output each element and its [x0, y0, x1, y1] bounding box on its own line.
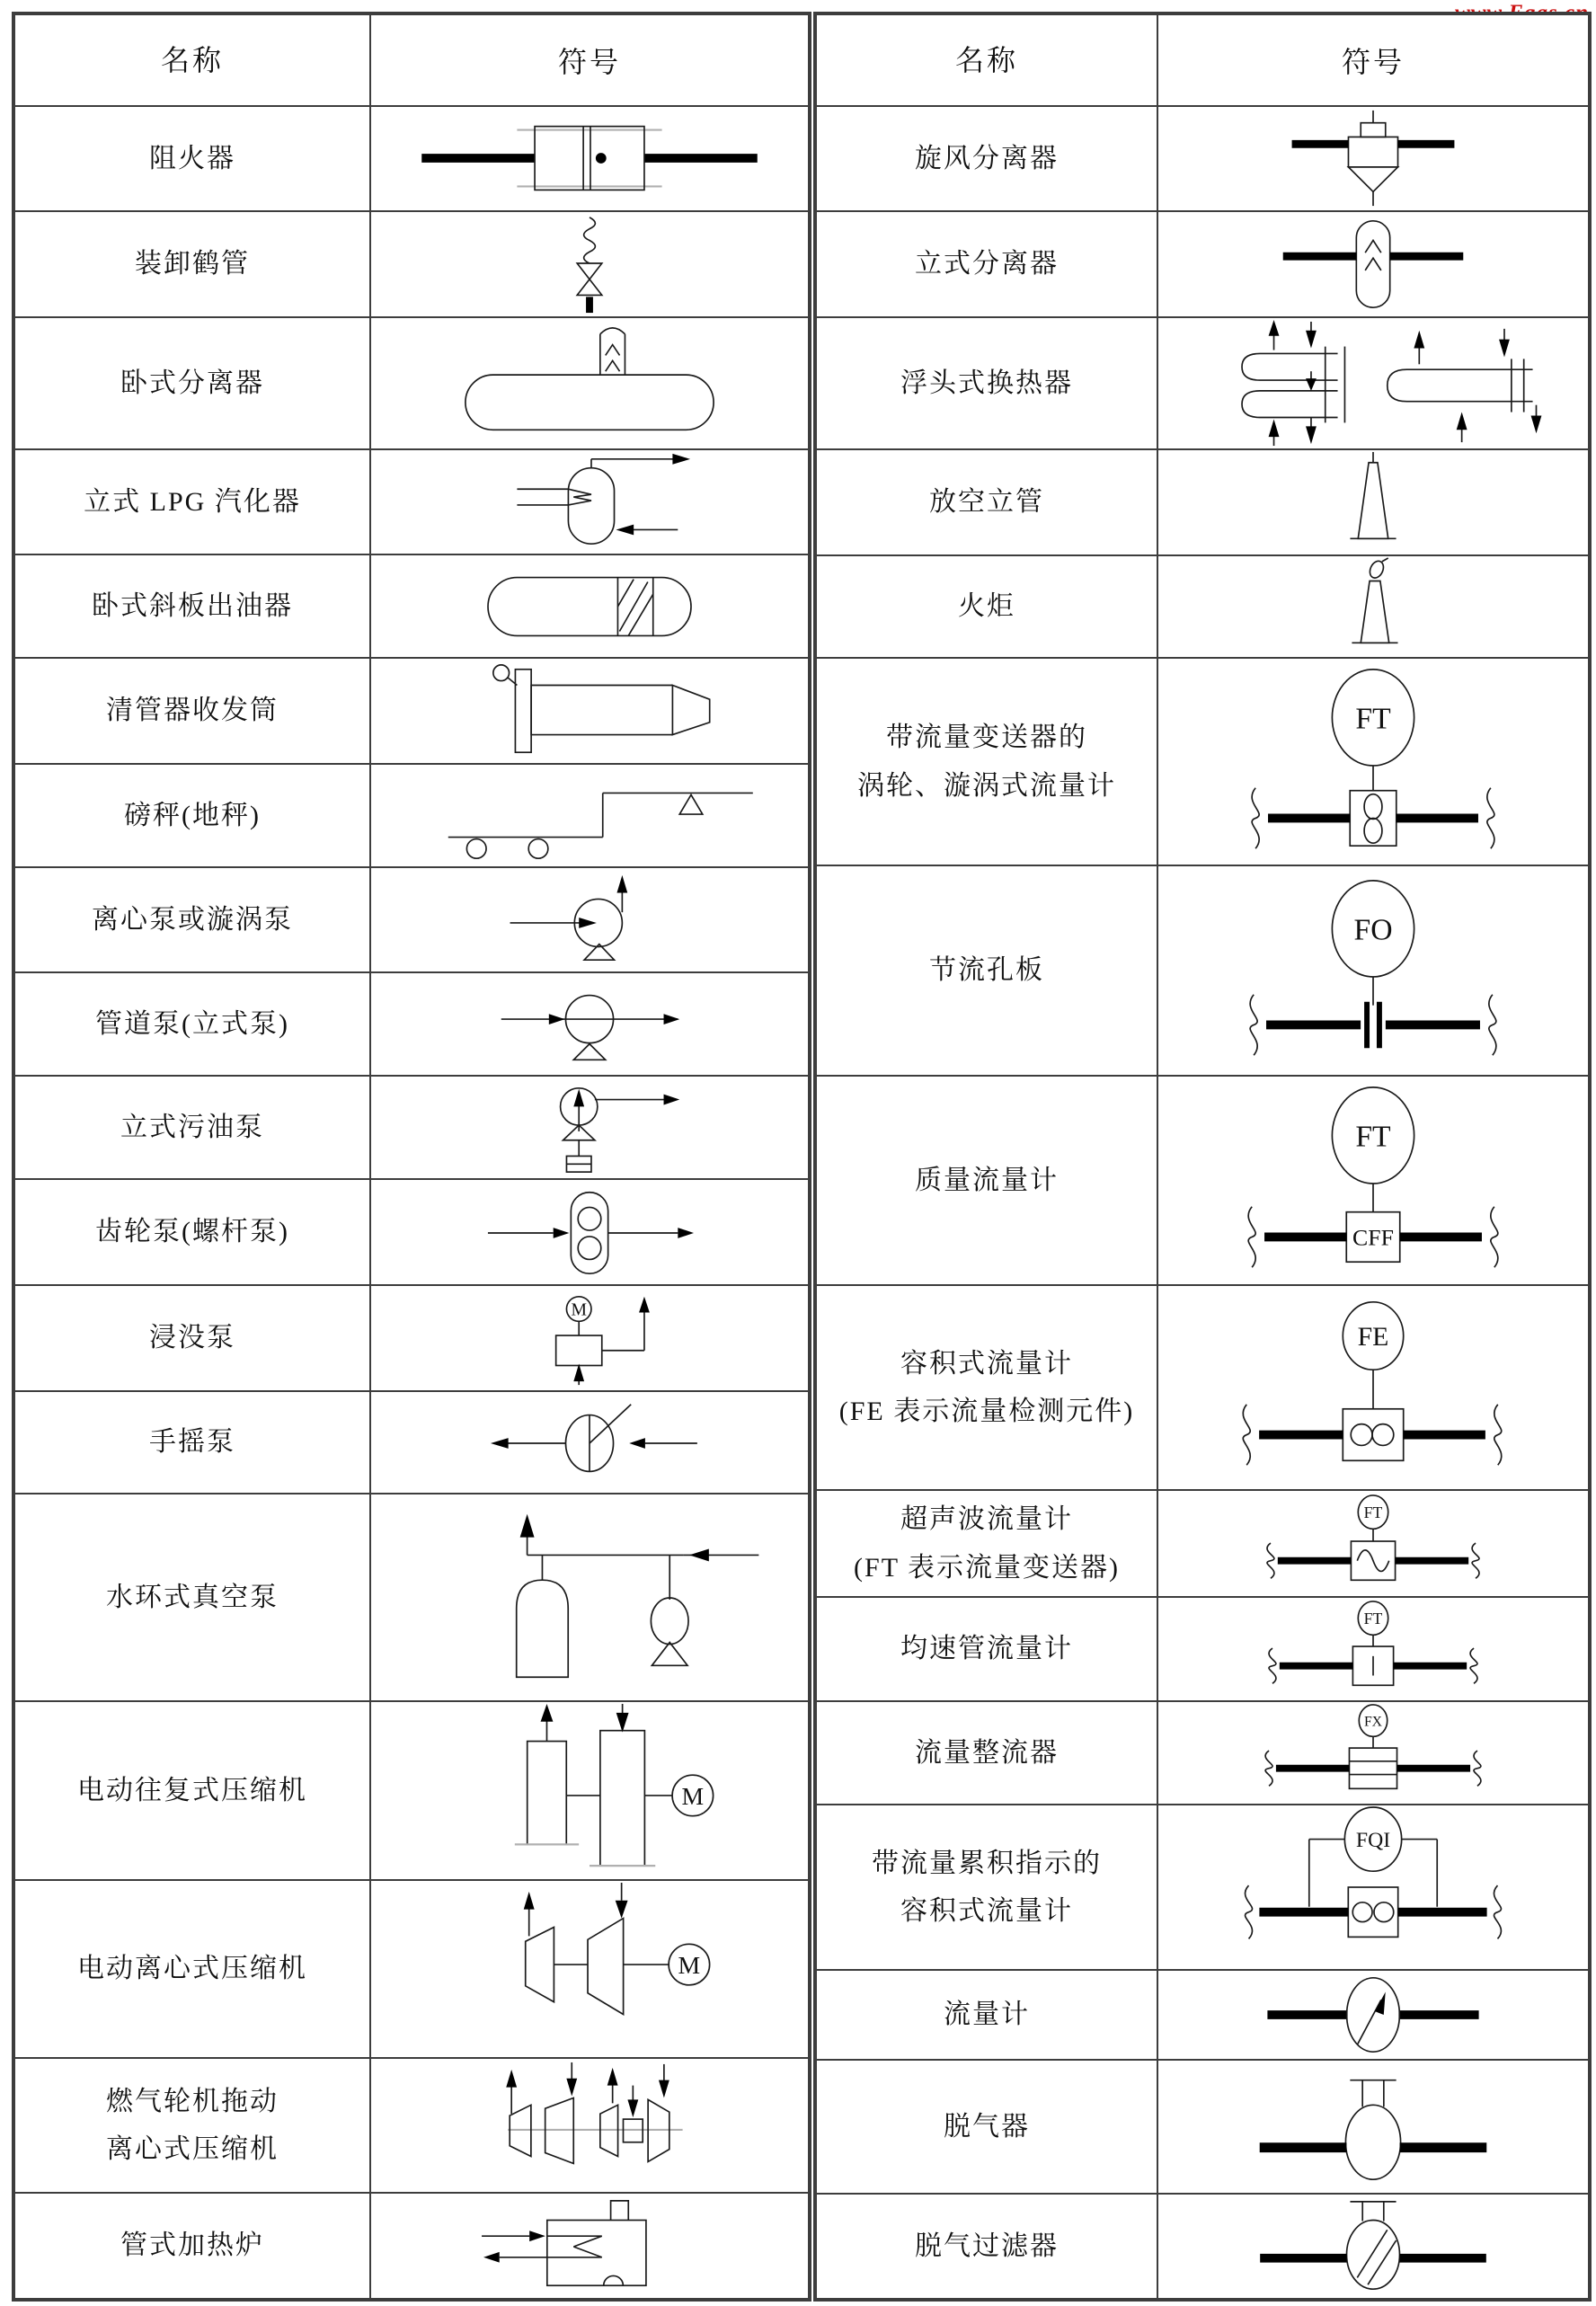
table-row — [15, 1700, 808, 1879]
symbol-cell — [371, 555, 808, 657]
orifice-plate-symbol-icon — [1158, 866, 1588, 1075]
flow-straightener-symbol-icon — [1158, 1702, 1588, 1804]
centrifugal-compressor-symbol-icon — [371, 1881, 808, 2057]
symbol-cell — [371, 450, 808, 554]
table-row — [15, 105, 808, 210]
table-row — [817, 1284, 1588, 1489]
equipment-name-line: 手摇泵 — [149, 1427, 235, 1458]
equipment-name-line: 水环式真空泵 — [106, 1582, 279, 1612]
equipment-name — [15, 212, 371, 316]
table-row — [15, 554, 808, 657]
symbol-cell — [371, 2194, 808, 2298]
table-row — [15, 1879, 808, 2057]
equipment-name — [15, 1286, 371, 1390]
equipment-name — [817, 1702, 1158, 1804]
equipment-name — [15, 2194, 371, 2298]
table-row — [15, 763, 808, 866]
table-row — [15, 448, 808, 554]
symbol-cell — [1158, 556, 1588, 657]
equipment-name-line: 脱气器 — [944, 2111, 1030, 2142]
pd-flowmeter-symbol-icon — [1158, 1286, 1588, 1489]
equipment-name — [15, 1077, 371, 1178]
symbol-cell — [371, 1077, 808, 1178]
equipment-name-line: 卧式斜板出油器 — [92, 590, 293, 621]
symbol-table-right — [813, 12, 1592, 2302]
symbol-cell — [1158, 2061, 1588, 2193]
header-name: 名称 — [15, 15, 371, 105]
svg-text:FO: FO — [1353, 913, 1393, 947]
symbol-cell — [371, 107, 808, 210]
equipment-name — [15, 1881, 371, 2057]
cyclone-separator-symbol-icon — [1158, 107, 1588, 210]
submerged-pump-symbol-icon — [371, 1286, 808, 1390]
equipment-name-line: 旋风分离器 — [915, 143, 1059, 173]
equipment-name-line: 管道泵(立式泵) — [95, 1008, 289, 1039]
equipment-name-line: 磅秤(地秤) — [124, 800, 261, 830]
equipment-name — [15, 450, 371, 554]
symbol-cell — [371, 318, 808, 448]
symbol-cell — [371, 212, 808, 316]
table-row — [817, 1700, 1588, 1804]
symbol-cell — [1158, 1805, 1588, 1969]
equipment-name — [817, 107, 1158, 210]
symbol-cell — [1158, 1286, 1588, 1489]
equipment-name-line: 质量流量计 — [915, 1165, 1059, 1195]
equipment-name — [15, 973, 371, 1075]
symbol-cell — [1158, 318, 1588, 448]
equipment-name — [15, 868, 371, 971]
table-row — [817, 1075, 1588, 1284]
platform-scale-symbol-icon — [371, 765, 808, 866]
symbol-cell — [371, 1494, 808, 1700]
equipment-name-line: 流量计 — [944, 2000, 1030, 2030]
degasser-symbol-icon — [1158, 2061, 1588, 2193]
svg-text:FE: FE — [1357, 1323, 1389, 1353]
svg-text:M: M — [681, 1781, 705, 1810]
symbol-cell — [1158, 1077, 1588, 1284]
equipment-name — [817, 450, 1158, 554]
table-row — [817, 105, 1588, 210]
table-row — [817, 554, 1588, 657]
symbol-cell — [371, 1702, 808, 1879]
equipment-name — [817, 318, 1158, 448]
gas-turbine-compressor-symbol-icon — [371, 2059, 808, 2192]
svg-text:M: M — [678, 1951, 701, 1980]
flame-arrester-symbol-icon — [371, 107, 808, 210]
equipment-name-line: 离心式压缩机 — [106, 2134, 279, 2164]
equipment-name — [15, 318, 371, 448]
equipment-name-line: 阻火器 — [149, 143, 235, 173]
equipment-name — [817, 1598, 1158, 1700]
equipment-name — [817, 212, 1158, 316]
header-row — [817, 15, 1588, 105]
equipment-name-line: 管式加热炉 — [120, 2231, 264, 2261]
symbol-cell — [1158, 1971, 1588, 2059]
symbol-cell — [371, 1881, 808, 2057]
loading-arm-symbol-icon — [371, 212, 808, 316]
equipment-name — [817, 2195, 1158, 2298]
equipment-name — [817, 2061, 1158, 2193]
header-symbol: 符号 — [1341, 46, 1405, 78]
header-row — [15, 15, 808, 105]
table-row — [817, 448, 1588, 554]
equipment-name — [15, 107, 371, 210]
vertical-oil-pump-symbol-icon — [371, 1077, 808, 1178]
equipment-name-line: 放空立管 — [929, 487, 1044, 518]
equipment-name — [15, 1180, 371, 1284]
vertical-separator-symbol-icon — [1158, 212, 1588, 316]
equipment-name — [15, 765, 371, 866]
table-row — [817, 1596, 1588, 1700]
floating-head-exchanger-symbol-icon — [1158, 318, 1588, 448]
symbol-cell — [371, 1286, 808, 1390]
table-row — [15, 210, 808, 316]
header-name: 名称 — [817, 15, 1158, 105]
equipment-name-line: (FE 表示流量检测元件) — [838, 1397, 1135, 1426]
table-row — [15, 1178, 808, 1284]
slant-plate-oil-outlet-symbol-icon — [371, 555, 808, 657]
equipment-name-line: 容积式流量计 — [900, 1348, 1073, 1379]
symbol-cell — [1158, 1702, 1588, 1804]
vent-stack-symbol-icon — [1158, 450, 1588, 554]
symbol-cell — [371, 765, 808, 866]
equipment-name — [817, 866, 1158, 1075]
symbol-cell — [1158, 1598, 1588, 1700]
symbol-cell — [371, 868, 808, 971]
equipment-name-line: 清管器收发筒 — [106, 696, 279, 726]
svg-text:FT: FT — [1355, 1120, 1391, 1154]
equipment-name — [15, 1494, 371, 1700]
symbol-cell — [371, 2059, 808, 2192]
equipment-name-line: 带流量累积指示的 — [872, 1848, 1102, 1878]
flare-symbol-icon — [1158, 556, 1588, 657]
symbol-cell — [371, 973, 808, 1075]
table-row — [15, 1075, 808, 1178]
symbol-cell — [1158, 1491, 1588, 1596]
equipment-name-line: 立式分离器 — [915, 249, 1059, 279]
reciprocating-compressor-symbol-icon — [371, 1702, 808, 1879]
equipment-name — [817, 1286, 1158, 1489]
ultrasonic-flowmeter-symbol-icon — [1158, 1491, 1588, 1596]
symbol-table-left — [12, 12, 811, 2302]
equipment-name — [15, 2059, 371, 2192]
equipment-name — [817, 1077, 1158, 1284]
equipment-name-line: 节流孔板 — [929, 955, 1044, 986]
symbol-cell — [1158, 866, 1588, 1075]
pipeline-pump-symbol-icon — [371, 973, 808, 1075]
table-row — [817, 1804, 1588, 1969]
equipment-name-line: 容积式流量计 — [900, 1896, 1073, 1926]
lpg-vaporizer-symbol-icon — [371, 450, 808, 554]
water-ring-vacuum-pump-symbol-icon — [371, 1494, 808, 1700]
equipment-name — [817, 1971, 1158, 2059]
table-row — [15, 866, 808, 971]
symbol-cell — [1158, 2195, 1588, 2298]
symbol-cell — [371, 1180, 808, 1284]
equipment-name-line: 火炬 — [958, 591, 1015, 622]
svg-text:FT: FT — [1363, 1609, 1383, 1628]
turbine-vortex-flowmeter-symbol-icon — [1158, 659, 1588, 865]
equipment-name-line: 离心泵或漩涡泵 — [92, 904, 293, 935]
symbol-cell — [1158, 212, 1588, 316]
table-row — [15, 971, 808, 1075]
table-row — [15, 2192, 808, 2298]
table-row — [817, 657, 1588, 865]
totalizing-pd-flowmeter-symbol-icon — [1158, 1805, 1588, 1969]
svg-text:FT: FT — [1355, 702, 1391, 736]
equipment-name-line: 立式污油泵 — [120, 1112, 264, 1142]
hand-pump-symbol-icon — [371, 1392, 808, 1493]
flowmeter-symbol-icon — [1158, 1971, 1588, 2059]
equipment-name-line: 流量整流器 — [915, 1737, 1059, 1768]
equipment-name-line: 带流量变送器的 — [886, 723, 1087, 753]
equipment-name-line: 均速管流量计 — [900, 1634, 1073, 1664]
equipment-name-line: 卧式分离器 — [120, 368, 264, 398]
mass-flowmeter-symbol-icon — [1158, 1077, 1588, 1284]
header-symbol: 符号 — [557, 46, 621, 78]
degassing-filter-symbol-icon — [1158, 2195, 1588, 2298]
table-row — [817, 210, 1588, 316]
table-row — [15, 1493, 808, 1700]
gear-pump-symbol-icon — [371, 1180, 808, 1284]
table-row — [817, 2059, 1588, 2193]
tube-furnace-symbol-icon — [371, 2194, 808, 2298]
averaging-pitot-flowmeter-symbol-icon — [1158, 1598, 1588, 1700]
equipment-name-line: 浮头式换热器 — [900, 368, 1073, 398]
table-row — [15, 1284, 808, 1390]
equipment-name — [817, 1491, 1158, 1596]
symbol-cell — [371, 1392, 808, 1493]
table-row — [817, 1969, 1588, 2059]
table-row — [817, 2193, 1588, 2298]
equipment-name — [15, 1392, 371, 1493]
symbol-cell — [1158, 659, 1588, 865]
svg-text:M: M — [571, 1299, 587, 1320]
equipment-name-line: 脱气过滤器 — [915, 2231, 1059, 2261]
svg-text:FX: FX — [1363, 1714, 1383, 1730]
equipment-name-line: 电动离心式压缩机 — [77, 1954, 307, 1984]
equipment-name — [15, 659, 371, 763]
table-row — [15, 1390, 808, 1493]
equipment-name-line: 浸没泵 — [149, 1323, 235, 1353]
pig-launcher-symbol-icon — [371, 659, 808, 763]
equipment-name-line: 齿轮泵(螺杆泵) — [95, 1217, 289, 1247]
svg-text:FT: FT — [1363, 1503, 1383, 1521]
horizontal-separator-symbol-icon — [371, 318, 808, 448]
equipment-name-line: 涡轮、漩涡式流量计 — [857, 770, 1116, 801]
equipment-name — [817, 556, 1158, 657]
equipment-name-line: 立式 LPG 汽化器 — [84, 486, 301, 517]
table-row — [817, 316, 1588, 448]
equipment-name-line: (FT 表示流量变送器) — [854, 1552, 1120, 1583]
table-row — [15, 657, 808, 763]
table-row — [15, 316, 808, 448]
equipment-name-line: 装卸鹤管 — [135, 249, 250, 279]
equipment-name — [15, 1702, 371, 1879]
table-row — [15, 2057, 808, 2192]
symbol-cell — [371, 659, 808, 763]
symbol-cell — [1158, 450, 1588, 554]
svg-text:CFF: CFF — [1352, 1224, 1394, 1251]
equipment-name-line: 超声波流量计 — [900, 1504, 1073, 1535]
table-row — [817, 865, 1588, 1075]
svg-text:FQI: FQI — [1355, 1829, 1391, 1853]
equipment-name-line: 电动往复式压缩机 — [77, 1775, 307, 1805]
equipment-name-line: 燃气轮机拖动 — [106, 2086, 279, 2116]
symbol-cell — [1158, 107, 1588, 210]
centrifugal-pump-symbol-icon — [371, 868, 808, 971]
table-row — [817, 1489, 1588, 1596]
equipment-name — [817, 659, 1158, 865]
equipment-name — [817, 1805, 1158, 1969]
equipment-name — [15, 555, 371, 657]
